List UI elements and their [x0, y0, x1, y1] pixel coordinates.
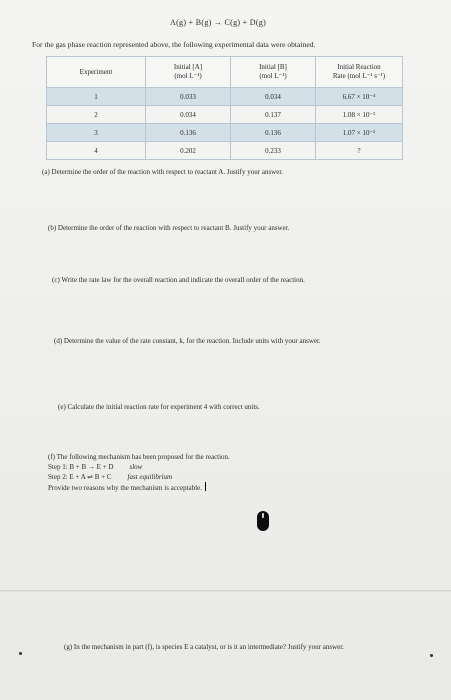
mechanism-step-2: [48, 472, 378, 482]
table-cell: 0.136: [146, 124, 231, 142]
header-initial-b: Initial [B] (mol L⁻¹): [231, 57, 316, 88]
reaction-equation: A(g) + B(g) → C(g) + D(g): [170, 18, 267, 27]
table-row: [47, 88, 403, 106]
question-f: [48, 452, 378, 493]
intro-text: For the gas phase reaction represented above, the following experimental data were obtained.: [32, 40, 316, 49]
step-1-note: slow: [129, 463, 143, 471]
margin-mark: [430, 654, 433, 657]
mechanism-step-1: [48, 462, 378, 472]
header-initial-a: Initial [A] (mol L⁻¹): [146, 57, 231, 88]
page-fold: [0, 590, 451, 593]
table-cell: 0.034: [146, 106, 231, 124]
table-cell: 1: [47, 88, 146, 106]
question-g: (g) In the mechanism in part (f), is species E a catalyst, or is it an intermediate? Justify your answer.: [64, 643, 344, 651]
table-row: [47, 106, 403, 124]
question-d: (d) Determine the value of the rate constant, k, for the reaction. Include units with your answer.: [54, 337, 321, 345]
table-cell: 0.033: [146, 88, 231, 106]
table-cell: 6.67 × 10⁻⁴: [316, 88, 403, 106]
step-2-equation: Step 2: E + A ⇌ B + C: [48, 473, 112, 481]
step-1-equation: Step 1: B + B → E + D: [48, 463, 114, 471]
margin-mark: [19, 652, 22, 655]
header-initial-rate: Initial Reaction Rate (mol L⁻¹ s⁻¹): [316, 57, 403, 88]
text-caret: [205, 482, 206, 491]
question-b: (b) Determine the order of the reaction with respect to reactant B. Justify your answer.: [48, 224, 290, 232]
header-experiment: Experiment: [47, 57, 146, 88]
table-cell: 0.136: [231, 124, 316, 142]
table-cell: 0.233: [231, 142, 316, 160]
table-row: [47, 124, 403, 142]
table-row: [47, 142, 403, 160]
data-table: [46, 56, 403, 160]
table-header-row: [47, 57, 403, 88]
question-e: (e) Calculate the initial reaction rate for experiment 4 with correct units.: [58, 403, 260, 411]
table-cell: 1.07 × 10⁻²: [316, 124, 403, 142]
question-c: (c) Write the rate law for the overall reaction and indicate the overall order of the reaction.: [52, 276, 305, 284]
table-cell: 0.202: [146, 142, 231, 160]
table-cell: 2: [47, 106, 146, 124]
table-cell: 0.034: [231, 88, 316, 106]
table-cell: 4: [47, 142, 146, 160]
mouse-cursor-icon: [256, 510, 270, 532]
step-2-note: fast equilibrium: [127, 473, 173, 481]
table-cell: ?: [316, 142, 403, 160]
table-cell: 3: [47, 124, 146, 142]
question-f-prompt: Provide two reasons why the mechanism is acceptable.: [48, 482, 378, 493]
question-f-intro: (f) The following mechanism has been proposed for the reaction.: [48, 453, 230, 461]
table-cell: 0.137: [231, 106, 316, 124]
question-a: (a) Determine the order of the reaction with respect to reactant A. Justify your answer.: [42, 168, 284, 176]
table-cell: 1.08 × 10⁻²: [316, 106, 403, 124]
